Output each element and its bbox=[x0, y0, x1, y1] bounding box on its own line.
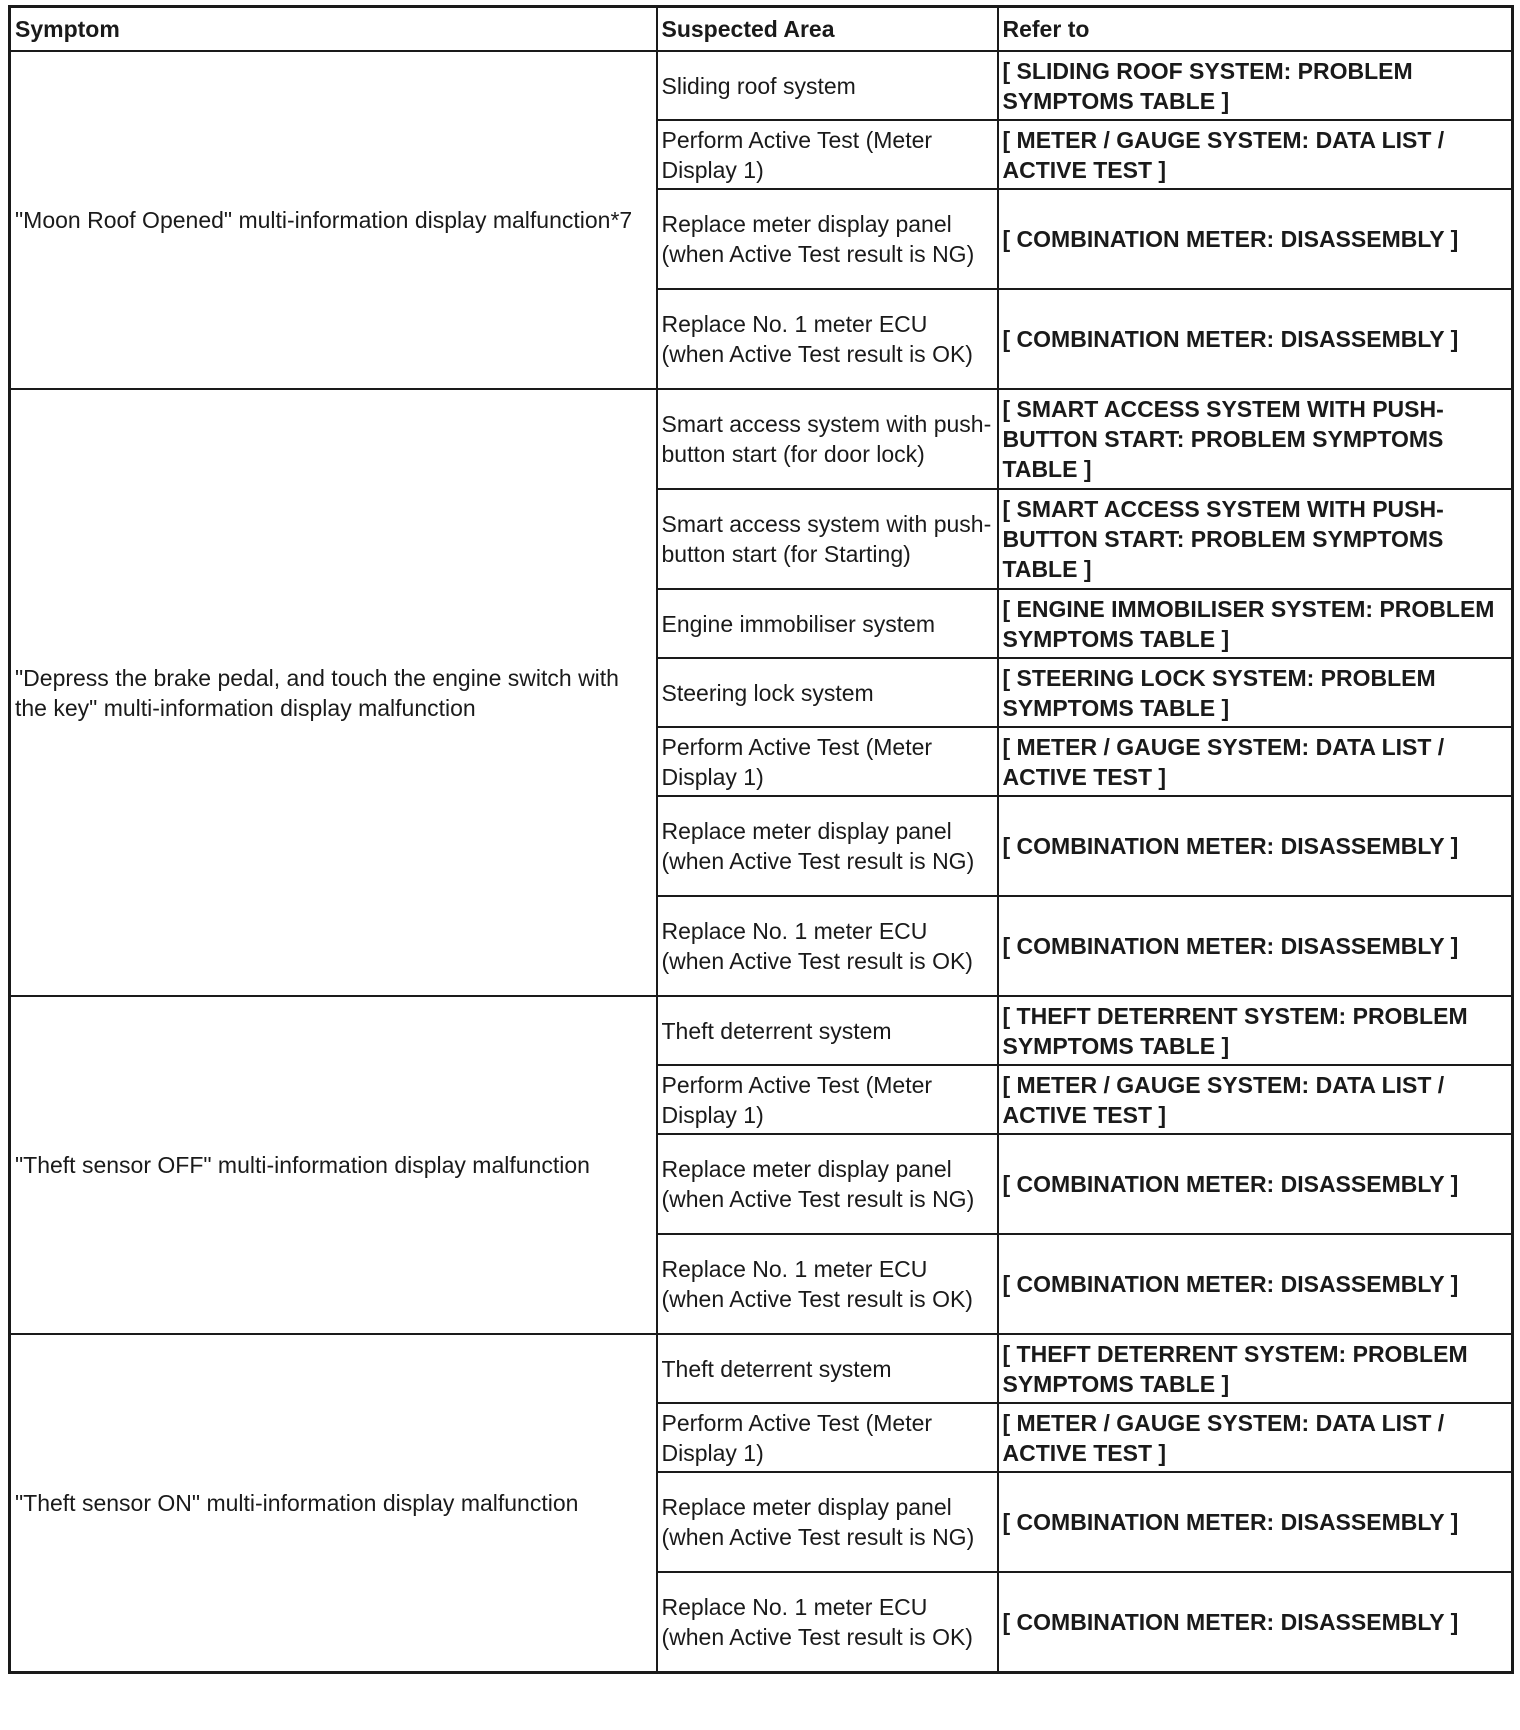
symptom-cell: "Moon Roof Opened" multi-information display malfunction*7 bbox=[10, 51, 657, 389]
suspected-area-cell: Theft deterrent system bbox=[657, 1334, 998, 1403]
header-row bbox=[10, 7, 1513, 52]
refer-link[interactable]: [ THEFT DETERRENT SYSTEM: PROBLEM SYMPTOMS TABLE ] bbox=[998, 1334, 1513, 1403]
header-suspected-area: Suspected Area bbox=[657, 7, 998, 52]
symptom-cell: "Depress the brake pedal, and touch the engine switch with the key" multi-information display malfunction bbox=[10, 389, 657, 996]
refer-link[interactable]: [ COMBINATION METER: DISASSEMBLY ] bbox=[998, 1134, 1513, 1234]
suspected-area-cell: Smart access system with push-button start (for Starting) bbox=[657, 489, 998, 589]
refer-link[interactable]: [ METER / GAUGE SYSTEM: DATA LIST / ACTIVE TEST ] bbox=[998, 1065, 1513, 1134]
suspected-area-cell: Smart access system with push-button start (for door lock) bbox=[657, 389, 998, 489]
suspected-area-cell: Replace meter display panel (when Active Test result is NG) bbox=[657, 189, 998, 289]
refer-link[interactable]: [ STEERING LOCK SYSTEM: PROBLEM SYMPTOMS TABLE ] bbox=[998, 658, 1513, 727]
suspected-area-cell: Replace No. 1 meter ECU (when Active Test result is OK) bbox=[657, 289, 998, 389]
table-row bbox=[10, 51, 1513, 120]
refer-link[interactable]: [ COMBINATION METER: DISASSEMBLY ] bbox=[998, 796, 1513, 896]
refer-link[interactable]: [ COMBINATION METER: DISASSEMBLY ] bbox=[998, 1472, 1513, 1572]
suspected-area-cell: Perform Active Test (Meter Display 1) bbox=[657, 1065, 998, 1134]
refer-link[interactable]: [ COMBINATION METER: DISASSEMBLY ] bbox=[998, 289, 1513, 389]
suspected-area-cell: Perform Active Test (Meter Display 1) bbox=[657, 727, 998, 796]
header-refer-to: Refer to bbox=[998, 7, 1513, 52]
suspected-area-cell: Perform Active Test (Meter Display 1) bbox=[657, 120, 998, 189]
refer-link[interactable]: [ SLIDING ROOF SYSTEM: PROBLEM SYMPTOMS TABLE ] bbox=[998, 51, 1513, 120]
refer-link[interactable]: [ COMBINATION METER: DISASSEMBLY ] bbox=[998, 1572, 1513, 1673]
table-row bbox=[10, 1334, 1513, 1403]
suspected-area-cell: Replace meter display panel (when Active Test result is NG) bbox=[657, 1134, 998, 1234]
refer-link[interactable]: [ COMBINATION METER: DISASSEMBLY ] bbox=[998, 1234, 1513, 1334]
suspected-area-cell: Perform Active Test (Meter Display 1) bbox=[657, 1403, 998, 1472]
suspected-area-cell: Replace No. 1 meter ECU (when Active Test result is OK) bbox=[657, 1572, 998, 1673]
refer-link[interactable]: [ SMART ACCESS SYSTEM WITH PUSH-BUTTON START: PROBLEM SYMPTOMS TABLE ] bbox=[998, 489, 1513, 589]
suspected-area-cell: Theft deterrent system bbox=[657, 996, 998, 1065]
suspected-area-cell: Replace No. 1 meter ECU (when Active Test result is OK) bbox=[657, 1234, 998, 1334]
problem-symptoms-table bbox=[8, 5, 1514, 1674]
suspected-area-cell: Steering lock system bbox=[657, 658, 998, 727]
symptom-cell: "Theft sensor OFF" multi-information display malfunction bbox=[10, 996, 657, 1334]
refer-link[interactable]: [ METER / GAUGE SYSTEM: DATA LIST / ACTIVE TEST ] bbox=[998, 1403, 1513, 1472]
suspected-area-cell: Replace No. 1 meter ECU (when Active Test result is OK) bbox=[657, 896, 998, 996]
table-row bbox=[10, 996, 1513, 1065]
table-row bbox=[10, 389, 1513, 489]
refer-link[interactable]: [ SMART ACCESS SYSTEM WITH PUSH-BUTTON START: PROBLEM SYMPTOMS TABLE ] bbox=[998, 389, 1513, 489]
suspected-area-cell: Sliding roof system bbox=[657, 51, 998, 120]
header-symptom: Symptom bbox=[10, 7, 657, 52]
suspected-area-cell: Replace meter display panel (when Active Test result is NG) bbox=[657, 1472, 998, 1572]
refer-link[interactable]: [ METER / GAUGE SYSTEM: DATA LIST / ACTIVE TEST ] bbox=[998, 120, 1513, 189]
refer-link[interactable]: [ THEFT DETERRENT SYSTEM: PROBLEM SYMPTOMS TABLE ] bbox=[998, 996, 1513, 1065]
symptom-cell: "Theft sensor ON" multi-information display malfunction bbox=[10, 1334, 657, 1673]
suspected-area-cell: Replace meter display panel (when Active Test result is NG) bbox=[657, 796, 998, 896]
refer-link[interactable]: [ COMBINATION METER: DISASSEMBLY ] bbox=[998, 896, 1513, 996]
suspected-area-cell: Engine immobiliser system bbox=[657, 589, 998, 658]
refer-link[interactable]: [ ENGINE IMMOBILISER SYSTEM: PROBLEM SYMPTOMS TABLE ] bbox=[998, 589, 1513, 658]
refer-link[interactable]: [ METER / GAUGE SYSTEM: DATA LIST / ACTIVE TEST ] bbox=[998, 727, 1513, 796]
refer-link[interactable]: [ COMBINATION METER: DISASSEMBLY ] bbox=[998, 189, 1513, 289]
